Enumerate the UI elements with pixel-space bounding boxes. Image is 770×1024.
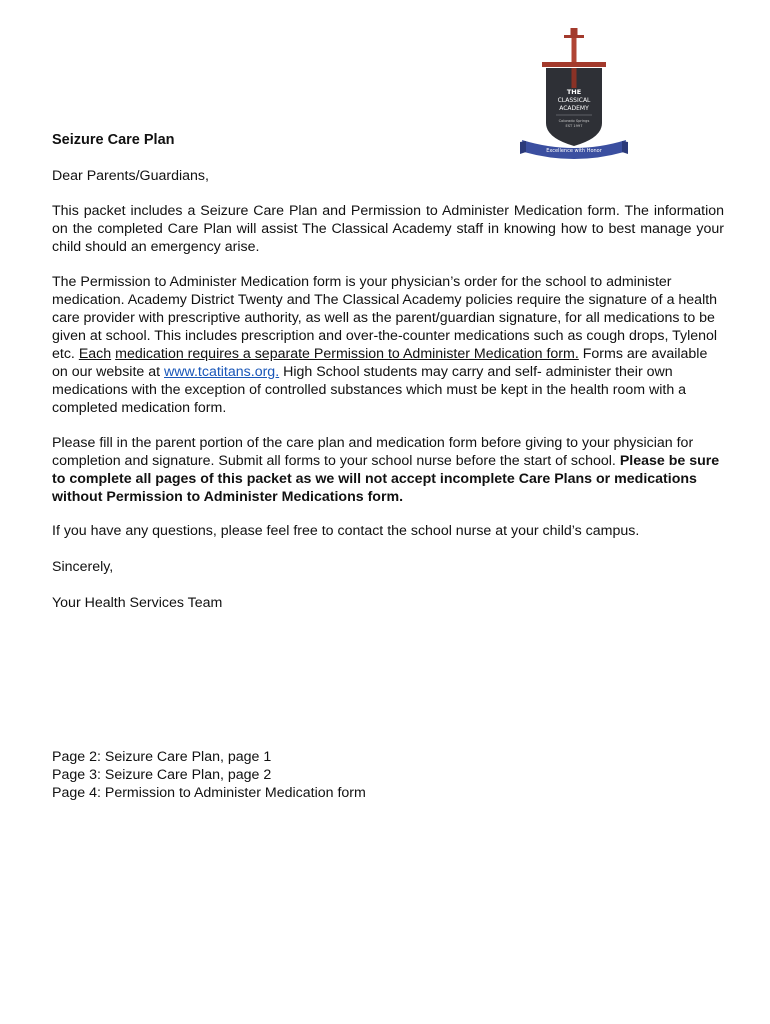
logo-small-1: Colorado Springs — [558, 119, 590, 123]
medication-text: The Permission to Administer Medication form is your physician’s order for the school to administer medication. Academy District Twenty and The Classical Academy policies require the signature of a health care provider with prescriptive authority, as well as the parent/guardian signature, for all medications to be given at school. This includes prescription and over-the-counter medications such as cough drops, Tylenol etc. — [52, 274, 718, 362]
page-title: Seizure Care Plan — [52, 132, 175, 148]
instructions-paragraph — [52, 434, 724, 506]
questions-paragraph: If you have any questions, please feel free to contact the school nurse at your child’s campus. — [52, 523, 640, 539]
greeting: Dear Parents/Guardians, — [52, 168, 209, 184]
each-underlined: Each — [78, 346, 112, 362]
medication-paragraph — [52, 273, 724, 417]
logo-line-3: ACADEMY — [559, 105, 589, 112]
forms-available-text: Forms are available on our website at — [52, 346, 708, 380]
page-list — [52, 748, 724, 802]
website-link[interactable]: www.tcatitans.org. — [164, 364, 280, 380]
page-list-item: Page 3: Seizure Care Plan, page 2 — [52, 767, 272, 783]
closing: Sincerely, — [52, 559, 114, 575]
logo-ribbon: Excellence with Honor — [546, 148, 602, 154]
logo-line-1: THE — [566, 88, 582, 96]
logo-line-2: CLASSICAL — [557, 97, 591, 104]
page-list-item: Page 4: Permission to Administer Medication form — [52, 785, 366, 801]
instructions-bold-warning: Please be sure to complete all pages of this packet as we will not accept incomplete Care Plans or medications without Permission to Administer Medications form. — [52, 453, 720, 505]
instructions-text: Please fill in the parent portion of the care plan and medication form before giving to your physician for completion and signature. Submit all forms to your school nurse before the start of school. — [52, 435, 694, 469]
high-school-text: High School students may carry and self- administer their own medications with the exception of controlled substances which must be kept in the health room with a completed medication form. — [52, 364, 687, 416]
separate-form-underlined: medication requires a separate Permission to Administer Medication form. — [115, 346, 579, 362]
signature: Your Health Services Team — [52, 595, 223, 611]
intro-paragraph: This packet includes a Seizure Care Plan and Permission to Administer Medication form. The information on the completed Care Plan will assist The Classical Academy staff in knowing how to best manage your child should an emergency arise. — [52, 203, 724, 255]
page-list-item: Page 2: Seizure Care Plan, page 1 — [52, 749, 272, 765]
logo-small-2: EST 1997 — [565, 124, 583, 128]
